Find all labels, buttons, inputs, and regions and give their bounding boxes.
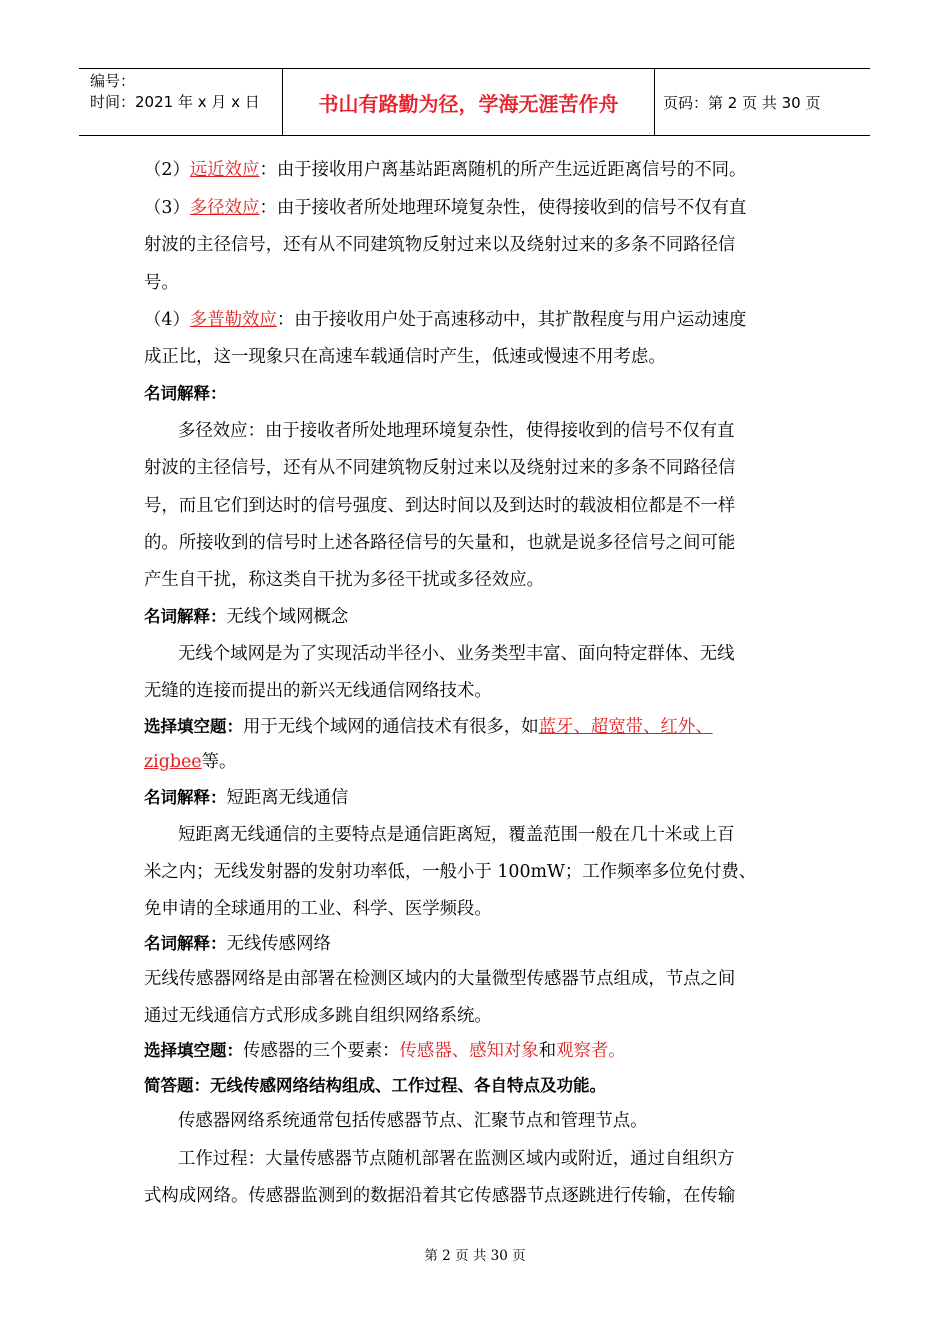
fill-question-sensor	[144, 1039, 626, 1063]
fill-question-wpan	[144, 715, 713, 739]
text-segment: ：由于接收用户处于高速移动中，其扩散程度与用户运动速度	[276, 310, 747, 330]
answer-line: 传感器网络系统通常包括传感器节点、汇聚节点和管理节点。	[178, 1111, 648, 1131]
paragraph-doppler-line1	[144, 308, 746, 332]
header-time: 时间：2021 年 x 月 x 日	[90, 93, 260, 111]
answer-line: 式构成网络。传感器监测到的数据沿着其它传感器节点逐跳进行传输，在传输	[144, 1186, 736, 1206]
paragraph-multipath-line1	[144, 196, 746, 220]
heading-label: 名词解释：	[144, 934, 227, 953]
heading-topic: 短距离无线通信	[226, 788, 349, 808]
question-text: 传感器的三个要素：	[243, 1041, 400, 1061]
answer-sensing-object: 感知对象	[469, 1041, 539, 1061]
answer-observer: 观察者。	[556, 1041, 626, 1061]
definition-line: 米之内；无线发射器的发射功率低，一般小于 100mW；工作频率多位免付费、	[144, 862, 757, 882]
paragraph-multipath-line3: 号。	[144, 273, 179, 293]
definition-line: 射波的主径信号，还有从不同建筑物反射过来以及绕射过来的多条不同路径信	[144, 458, 736, 478]
term-doppler-effect: 多普勒效应	[189, 310, 277, 330]
question-text: 用于无线个域网的通信技术有很多，如	[243, 717, 539, 737]
answer-infrared: 红外	[660, 717, 696, 737]
text-segment: ：由于接收用户离基站距离随机的所产生远近距离信号的不同。	[259, 160, 747, 180]
item-number: （3）	[144, 198, 190, 218]
definition-line: 多径效应：由于接收者所处地理环境复杂性，使得接收到的信号不仅有直	[178, 421, 735, 441]
definition-line: 无线传感器网络是由部署在检测区域内的大量微型传感器节点组成，节点之间	[144, 969, 736, 989]
definition-line: 号，而且它们到达时的信号强度、到达时间以及到达时的载波相位都是不一样	[144, 496, 736, 516]
heading-topic: 无线传感网络	[226, 934, 331, 954]
definition-line: 无缝的连接而提出的新兴无线通信网络技术。	[144, 681, 492, 701]
paragraph-near-far	[144, 158, 746, 182]
heading-definition-wpan	[144, 605, 348, 629]
header-info-cell	[79, 69, 283, 136]
heading-short-answer: 简答题：无线传感网络结构组成、工作过程、各自特点及功能。	[144, 1076, 606, 1095]
page-footer: 第 2 页 共 30 页	[424, 1248, 526, 1264]
heading-definition-wsn	[144, 932, 331, 956]
answer-bluetooth: 蓝牙	[538, 717, 574, 737]
paragraph-doppler-line2: 成正比，这一现象只在高速车载通信时产生，低速或慢速不用考虑。	[144, 347, 666, 367]
header-number: 编号：	[90, 72, 136, 90]
separator: 、	[451, 1041, 470, 1061]
text-segment: 等。	[201, 752, 237, 772]
definition-line: 产生自干扰，称这类自干扰为多径干扰或多径效应。	[144, 570, 544, 590]
header-motto: 书山有路勤为径，学海无涯苦作舟	[283, 69, 655, 136]
question-label: 选择填空题：	[144, 717, 243, 736]
heading-label: 名词解释：	[144, 607, 227, 626]
heading-definition-short-range	[144, 786, 348, 810]
fill-question-wpan-line2	[144, 750, 236, 774]
answer-line: 工作过程：大量传感器节点随机部署在监测区域内或附近，通过自组织方	[178, 1149, 735, 1169]
answer-zigbee: zigbee	[144, 752, 202, 772]
definition-line: 免申请的全球通用的工业、科学、医学频段。	[144, 899, 492, 919]
page-header	[79, 68, 870, 136]
definition-line: 短距离无线通信的主要特点是通信距离短，覆盖范围一般在几十米或上百	[178, 825, 735, 845]
paragraph-multipath-line2: 射波的主径信号，还有从不同建筑物反射过来以及绕射过来的多条不同路径信	[144, 235, 736, 255]
answer-sensor: 传感器	[399, 1041, 452, 1061]
separator: 、	[643, 717, 661, 737]
answer-uwb: 超宽带	[590, 717, 644, 737]
item-number: （2）	[144, 160, 190, 180]
definition-line: 的。所接收到的信号时上述各路径信号的矢量和，也就是说多径信号之间可能	[144, 533, 736, 553]
text-segment: ：由于接收者所处地理环境复杂性，使得接收到的信号不仅有直	[259, 198, 747, 218]
heading-topic: 无线个域网概念	[226, 607, 349, 627]
item-number: （4）	[144, 310, 190, 330]
heading-label: 名词解释：	[144, 788, 227, 807]
separator: 、	[695, 717, 713, 737]
question-label: 选择填空题：	[144, 1041, 243, 1060]
definition-line: 无线个域网是为了实现活动半径小、业务类型丰富、面向特定群体、无线	[178, 644, 735, 664]
definition-line: 通过无线通信方式形成多跳自组织网络系统。	[144, 1006, 492, 1026]
separator: 、	[573, 717, 591, 737]
heading-definition: 名词解释：	[144, 384, 227, 403]
term-near-far-effect: 远近效应	[189, 160, 260, 180]
header-page-info: 页码：第 2 页 共 30 页	[663, 94, 821, 112]
term-multipath-effect: 多径效应	[189, 198, 260, 218]
text-segment: 和	[538, 1041, 557, 1061]
